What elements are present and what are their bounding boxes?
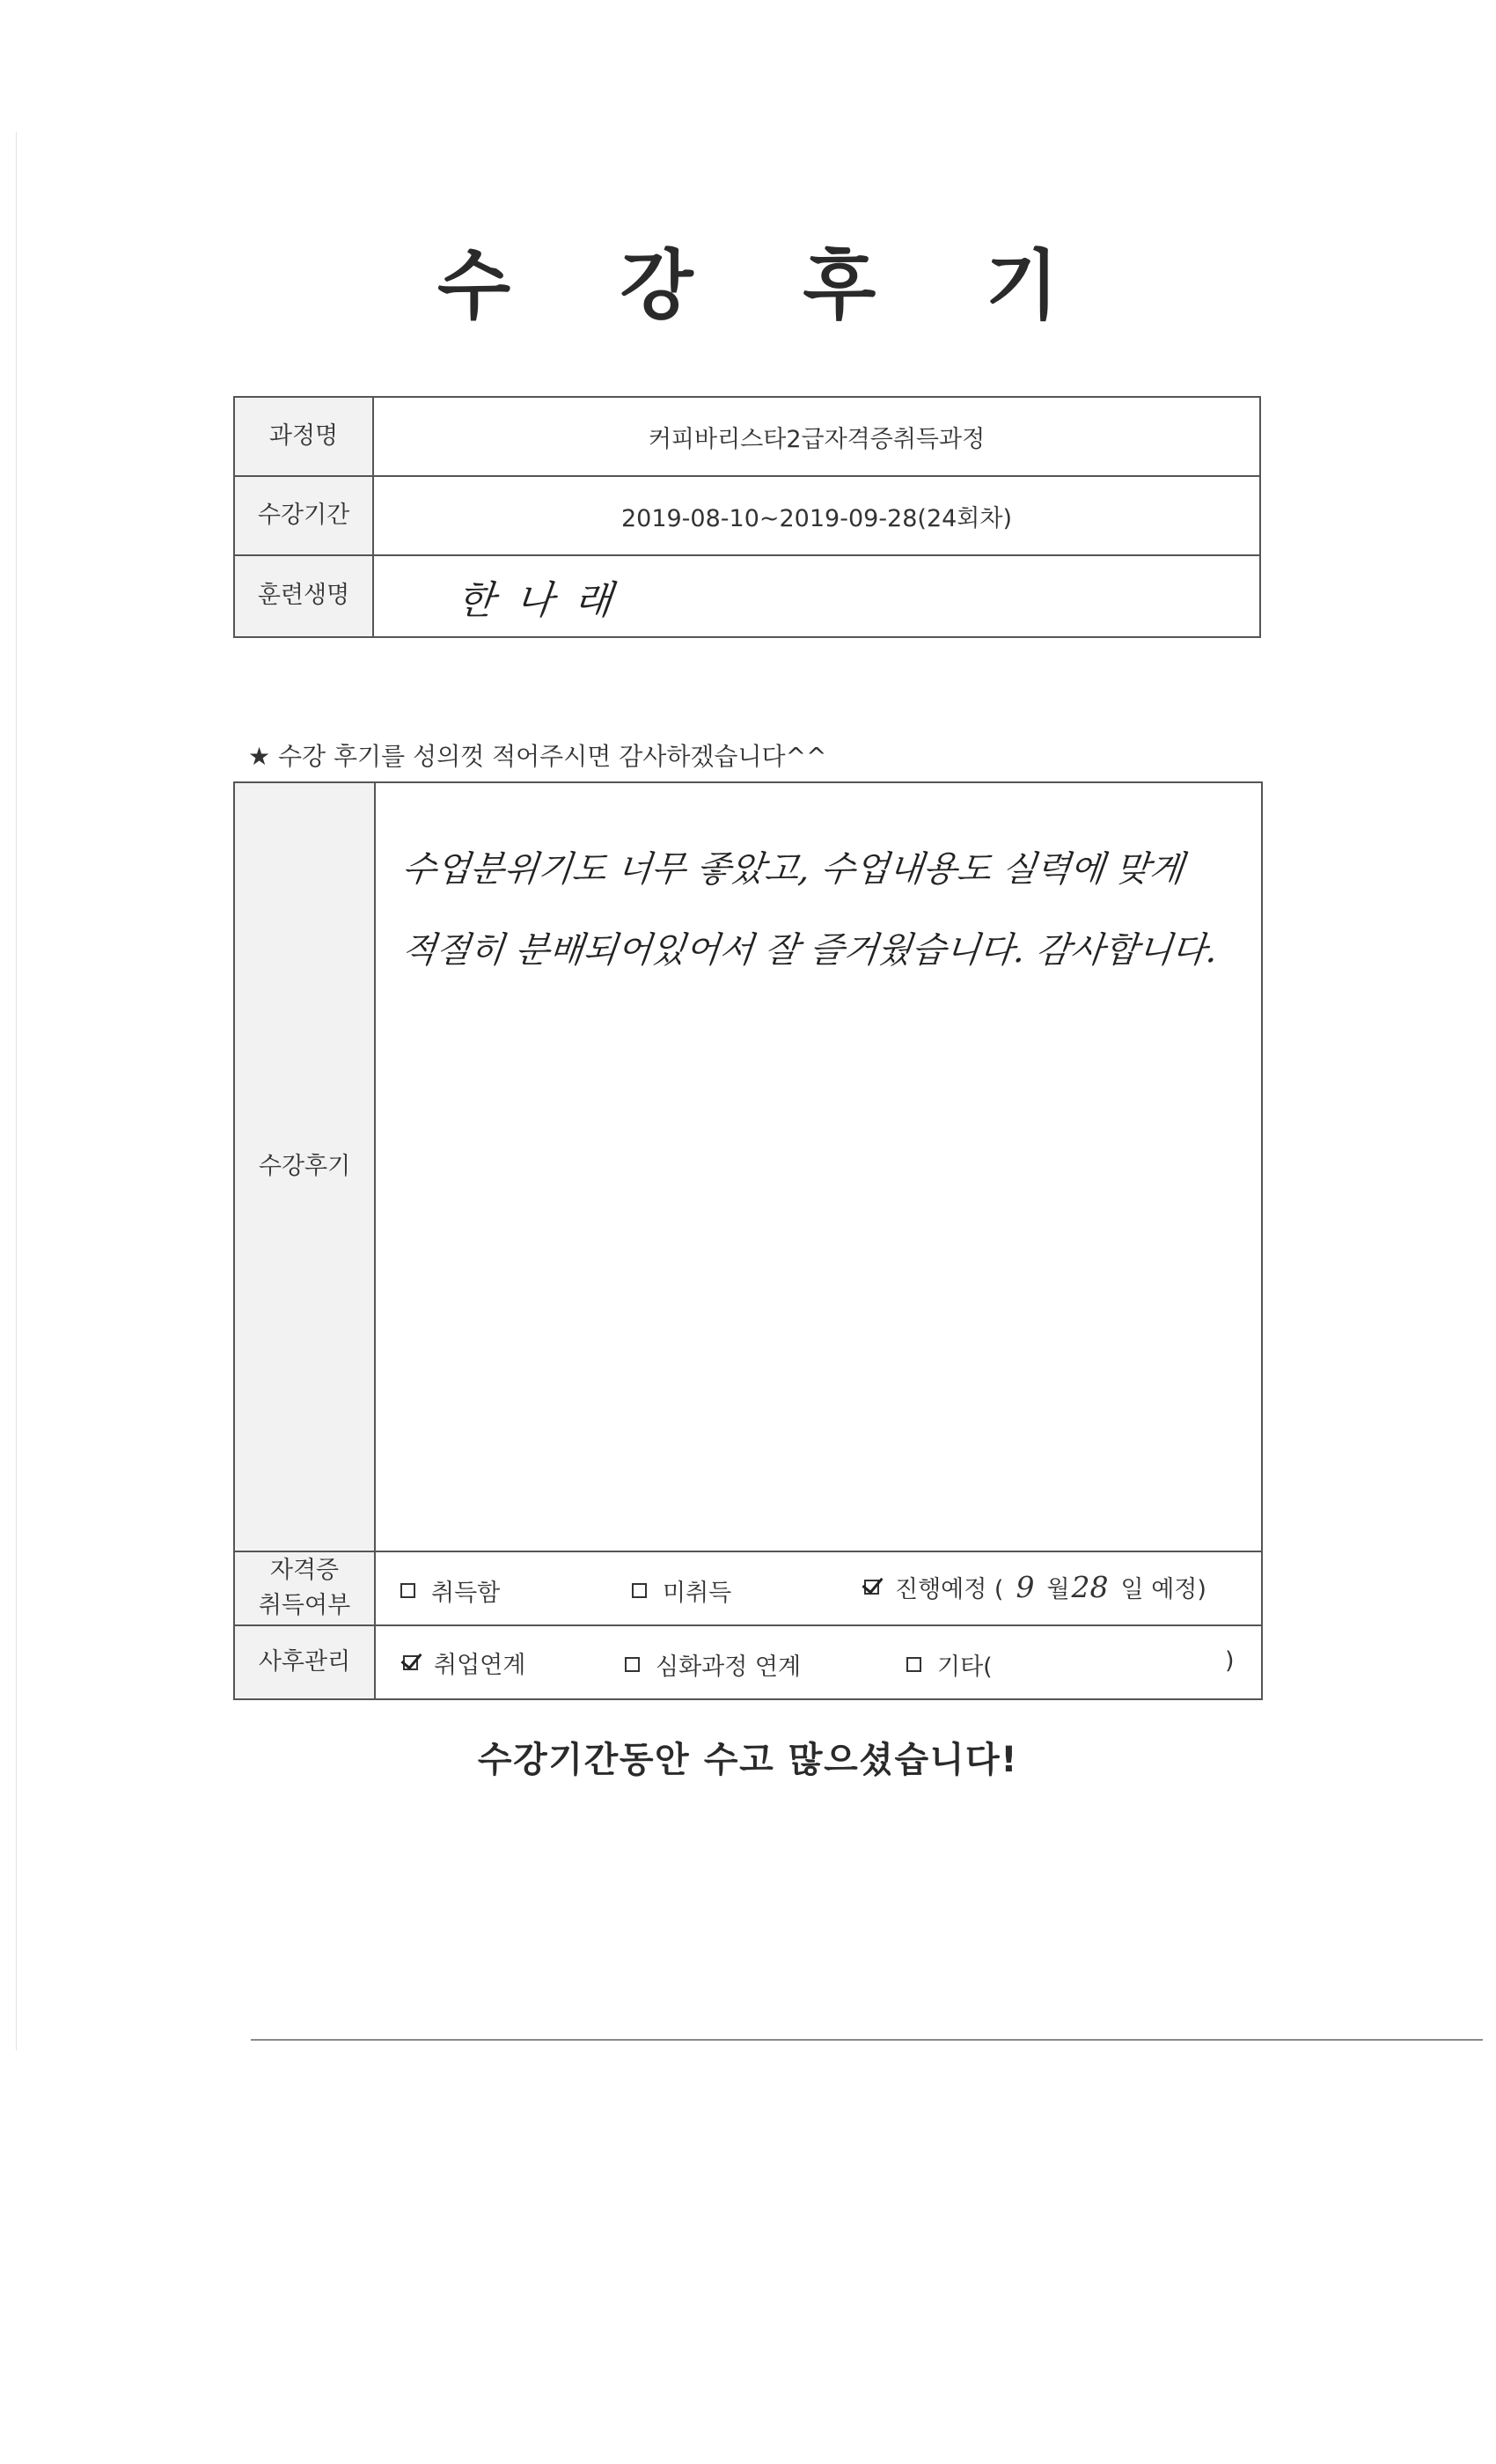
certificate-option-not-acquired[interactable] (632, 1573, 731, 1608)
trainee-name-handwriting: 한나래 (454, 577, 636, 623)
handwritten-month: 9 (1016, 1570, 1035, 1604)
option-in-progress-label: 진행예정 ( (895, 1576, 1004, 1603)
option-other-label: 기타( (937, 1654, 993, 1681)
aftercare-option-job[interactable] (403, 1646, 525, 1680)
month-unit: 월 (1046, 1576, 1070, 1603)
certificate-label-line1: 자격증 (269, 1556, 340, 1584)
checkbox-other[interactable] (906, 1657, 921, 1672)
certificate-option-in-progress[interactable] (864, 1570, 1206, 1604)
period-value: 2019-08-10~2019-09-28(24회차) (372, 475, 1261, 556)
review-text-area (374, 781, 1263, 1552)
option-acquired-label: 취득함 (431, 1580, 501, 1607)
course-value: 커피바리스타2급자격증취득과정 (372, 396, 1261, 477)
review-label: 수강후기 (233, 781, 376, 1552)
option-not-acquired-label: 미취득 (663, 1580, 732, 1607)
checkbox-not-acquired[interactable] (632, 1583, 647, 1598)
footer-message: 수강기간동안 수고 많으셨습니다! (477, 1740, 1019, 1780)
aftercare-option-advanced[interactable] (625, 1647, 801, 1682)
certificate-option-acquired[interactable] (400, 1573, 500, 1608)
option-other-close: ) (1225, 1647, 1235, 1675)
checkbox-in-progress-checked[interactable] (864, 1580, 879, 1595)
aftercare-label: 사후관리 (233, 1624, 376, 1700)
period-label: 수강기간 (233, 475, 374, 556)
checkbox-job-checked[interactable] (403, 1655, 418, 1670)
checkbox-acquired[interactable] (400, 1583, 415, 1598)
certificate-label (233, 1551, 376, 1626)
day-suffix: 일 예정) (1120, 1576, 1206, 1603)
review-handwriting-line-2: 적절히 분배되어있어서 잘 즐거웠습니다. 감사합니다. (400, 930, 1220, 971)
notice-text: ★ 수강 후기를 성의껏 적어주시면 감사하겠습니다^^ (248, 742, 827, 771)
option-job-label: 취업연계 (434, 1652, 526, 1679)
option-advanced-label: 심화과정 연계 (656, 1654, 802, 1681)
checkbox-advanced[interactable] (625, 1657, 640, 1672)
handwritten-day: 28 (1071, 1570, 1109, 1604)
trainee-name-field (372, 554, 1261, 638)
certificate-label-line2: 취득여부 (258, 1592, 351, 1619)
aftercare-option-other[interactable] (906, 1647, 993, 1682)
review-handwriting-line-1: 수업분위기도 너무 좋았고, 수업내용도 실력에 맞게 (400, 849, 1186, 890)
page-title: 수 강 후 기 (437, 242, 1101, 330)
trainee-label: 훈련생명 (233, 554, 374, 638)
scan-bottom-line (251, 2039, 1483, 2041)
course-label: 과정명 (233, 396, 374, 477)
